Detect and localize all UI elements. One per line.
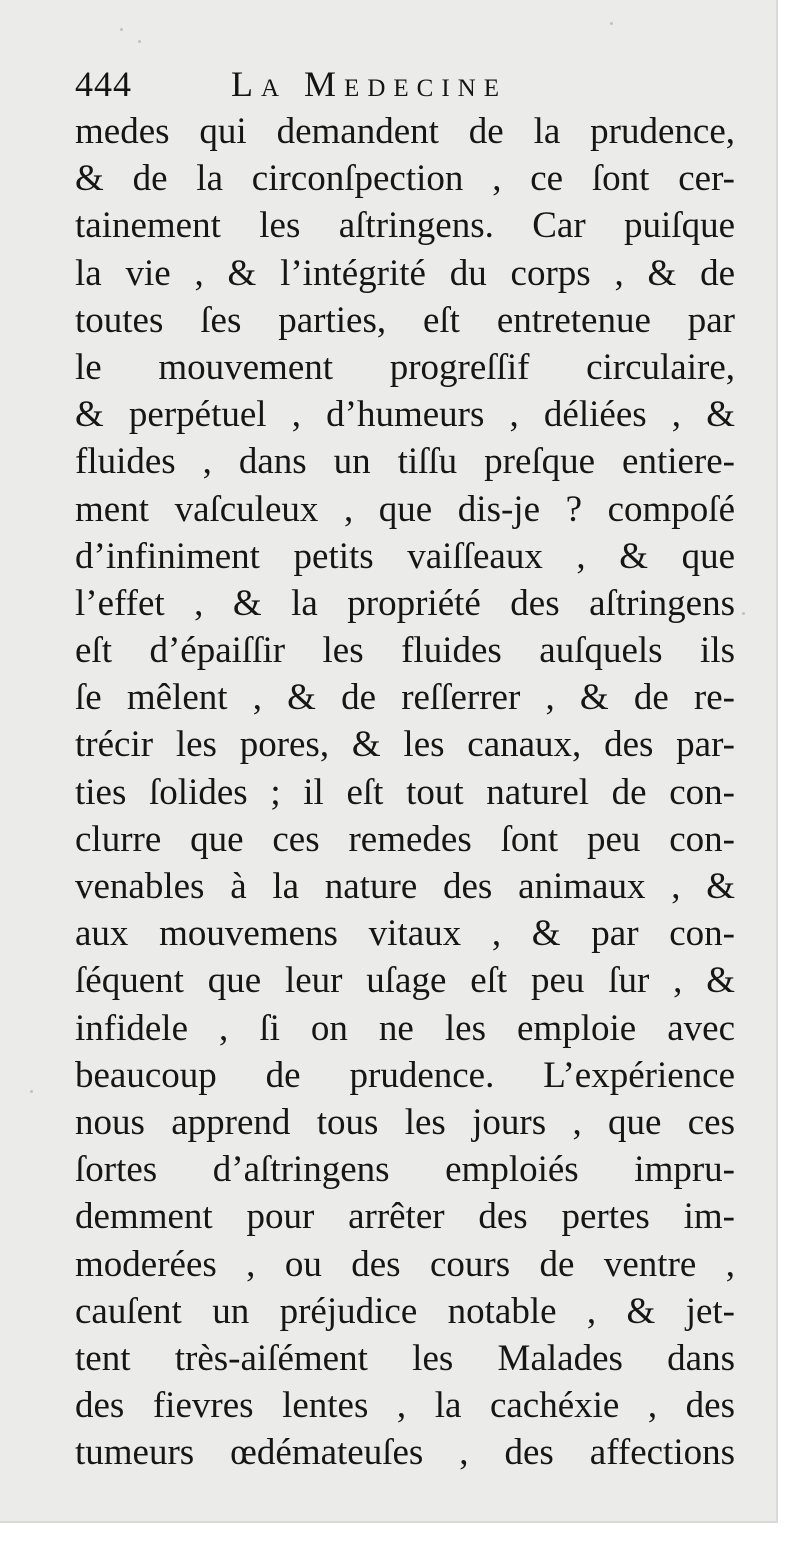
- text-line: ſéquent que leur uſage eſt peu ſur , &: [75, 960, 735, 1002]
- paper-speck: [742, 612, 745, 615]
- text-line: ties ſolides ; il eſt tout naturel de con-: [75, 771, 735, 813]
- text-line: moderées , ou des cours de ventre ,: [75, 1243, 735, 1285]
- text-line: aux mouvemens vitaux , & par con-: [75, 913, 735, 955]
- text-line: ment vaſculeux , que dis-je ? compoſé: [75, 488, 735, 530]
- text-line: & perpétuel , d’humeurs , déliées , &: [75, 394, 735, 436]
- text-line: eſt d’épaiſſir les fluides auſquels ils: [75, 630, 735, 672]
- text-line: d’infiniment petits vaiſſeaux , & que: [75, 535, 735, 577]
- paper-speck: [138, 40, 141, 43]
- text-line: cauſent un préjudice notable , & jet-: [75, 1290, 735, 1332]
- text-line: le mouvement progreſſif circulaire,: [75, 346, 735, 388]
- text-line: clurre que ces remedes ſont peu con-: [75, 818, 735, 860]
- text-line: medes qui demandent de la prudence,: [75, 111, 735, 152]
- text-line: infidele , ſi on ne les emploie avec: [75, 1007, 735, 1049]
- text-line: venables à la nature des animaux , &: [75, 866, 735, 907]
- paper-speck: [610, 22, 613, 25]
- text-line: l’effet , & la propriété des aſtringens: [75, 582, 735, 624]
- text-line: tainement les aſtringens. Car puiſque: [75, 205, 735, 247]
- running-head: La Medecine: [231, 64, 507, 104]
- text-line: ſe mêlent , & de reſſerrer , & de re-: [75, 677, 735, 719]
- text-line: fluides , dans un tiſſu preſque entiere-: [75, 441, 735, 483]
- text-line: nous apprend tous les jours , que ces: [75, 1101, 735, 1143]
- text-line: toutes ſes parties, eſt entretenue par: [75, 299, 735, 341]
- page-header: [75, 60, 735, 108]
- text-line: ſortes d’aſtringens emploiés impru-: [75, 1149, 735, 1191]
- text-line: & de la circonſpection , ce ſont cer-: [75, 158, 735, 200]
- text-line: trécir les pores, & les canaux, des par-: [75, 724, 735, 766]
- text-line: la vie , & l’intégrité du corps , & de: [75, 252, 735, 294]
- text-line: des fievres lentes , la cachéxie , des: [75, 1385, 735, 1427]
- body-text: [75, 108, 735, 1476]
- paper-speck: [120, 28, 123, 31]
- text-line: demment pour arrêter des pertes im-: [75, 1196, 735, 1238]
- text-line: beaucoup de prudence. L’expérience: [75, 1054, 735, 1096]
- text-line: tumeurs œdémateuſes , des affections: [75, 1432, 735, 1474]
- text-line: tent très-aiſément les Malades dans: [75, 1337, 735, 1379]
- paper-speck: [30, 1090, 33, 1093]
- page-number: 444: [75, 64, 132, 104]
